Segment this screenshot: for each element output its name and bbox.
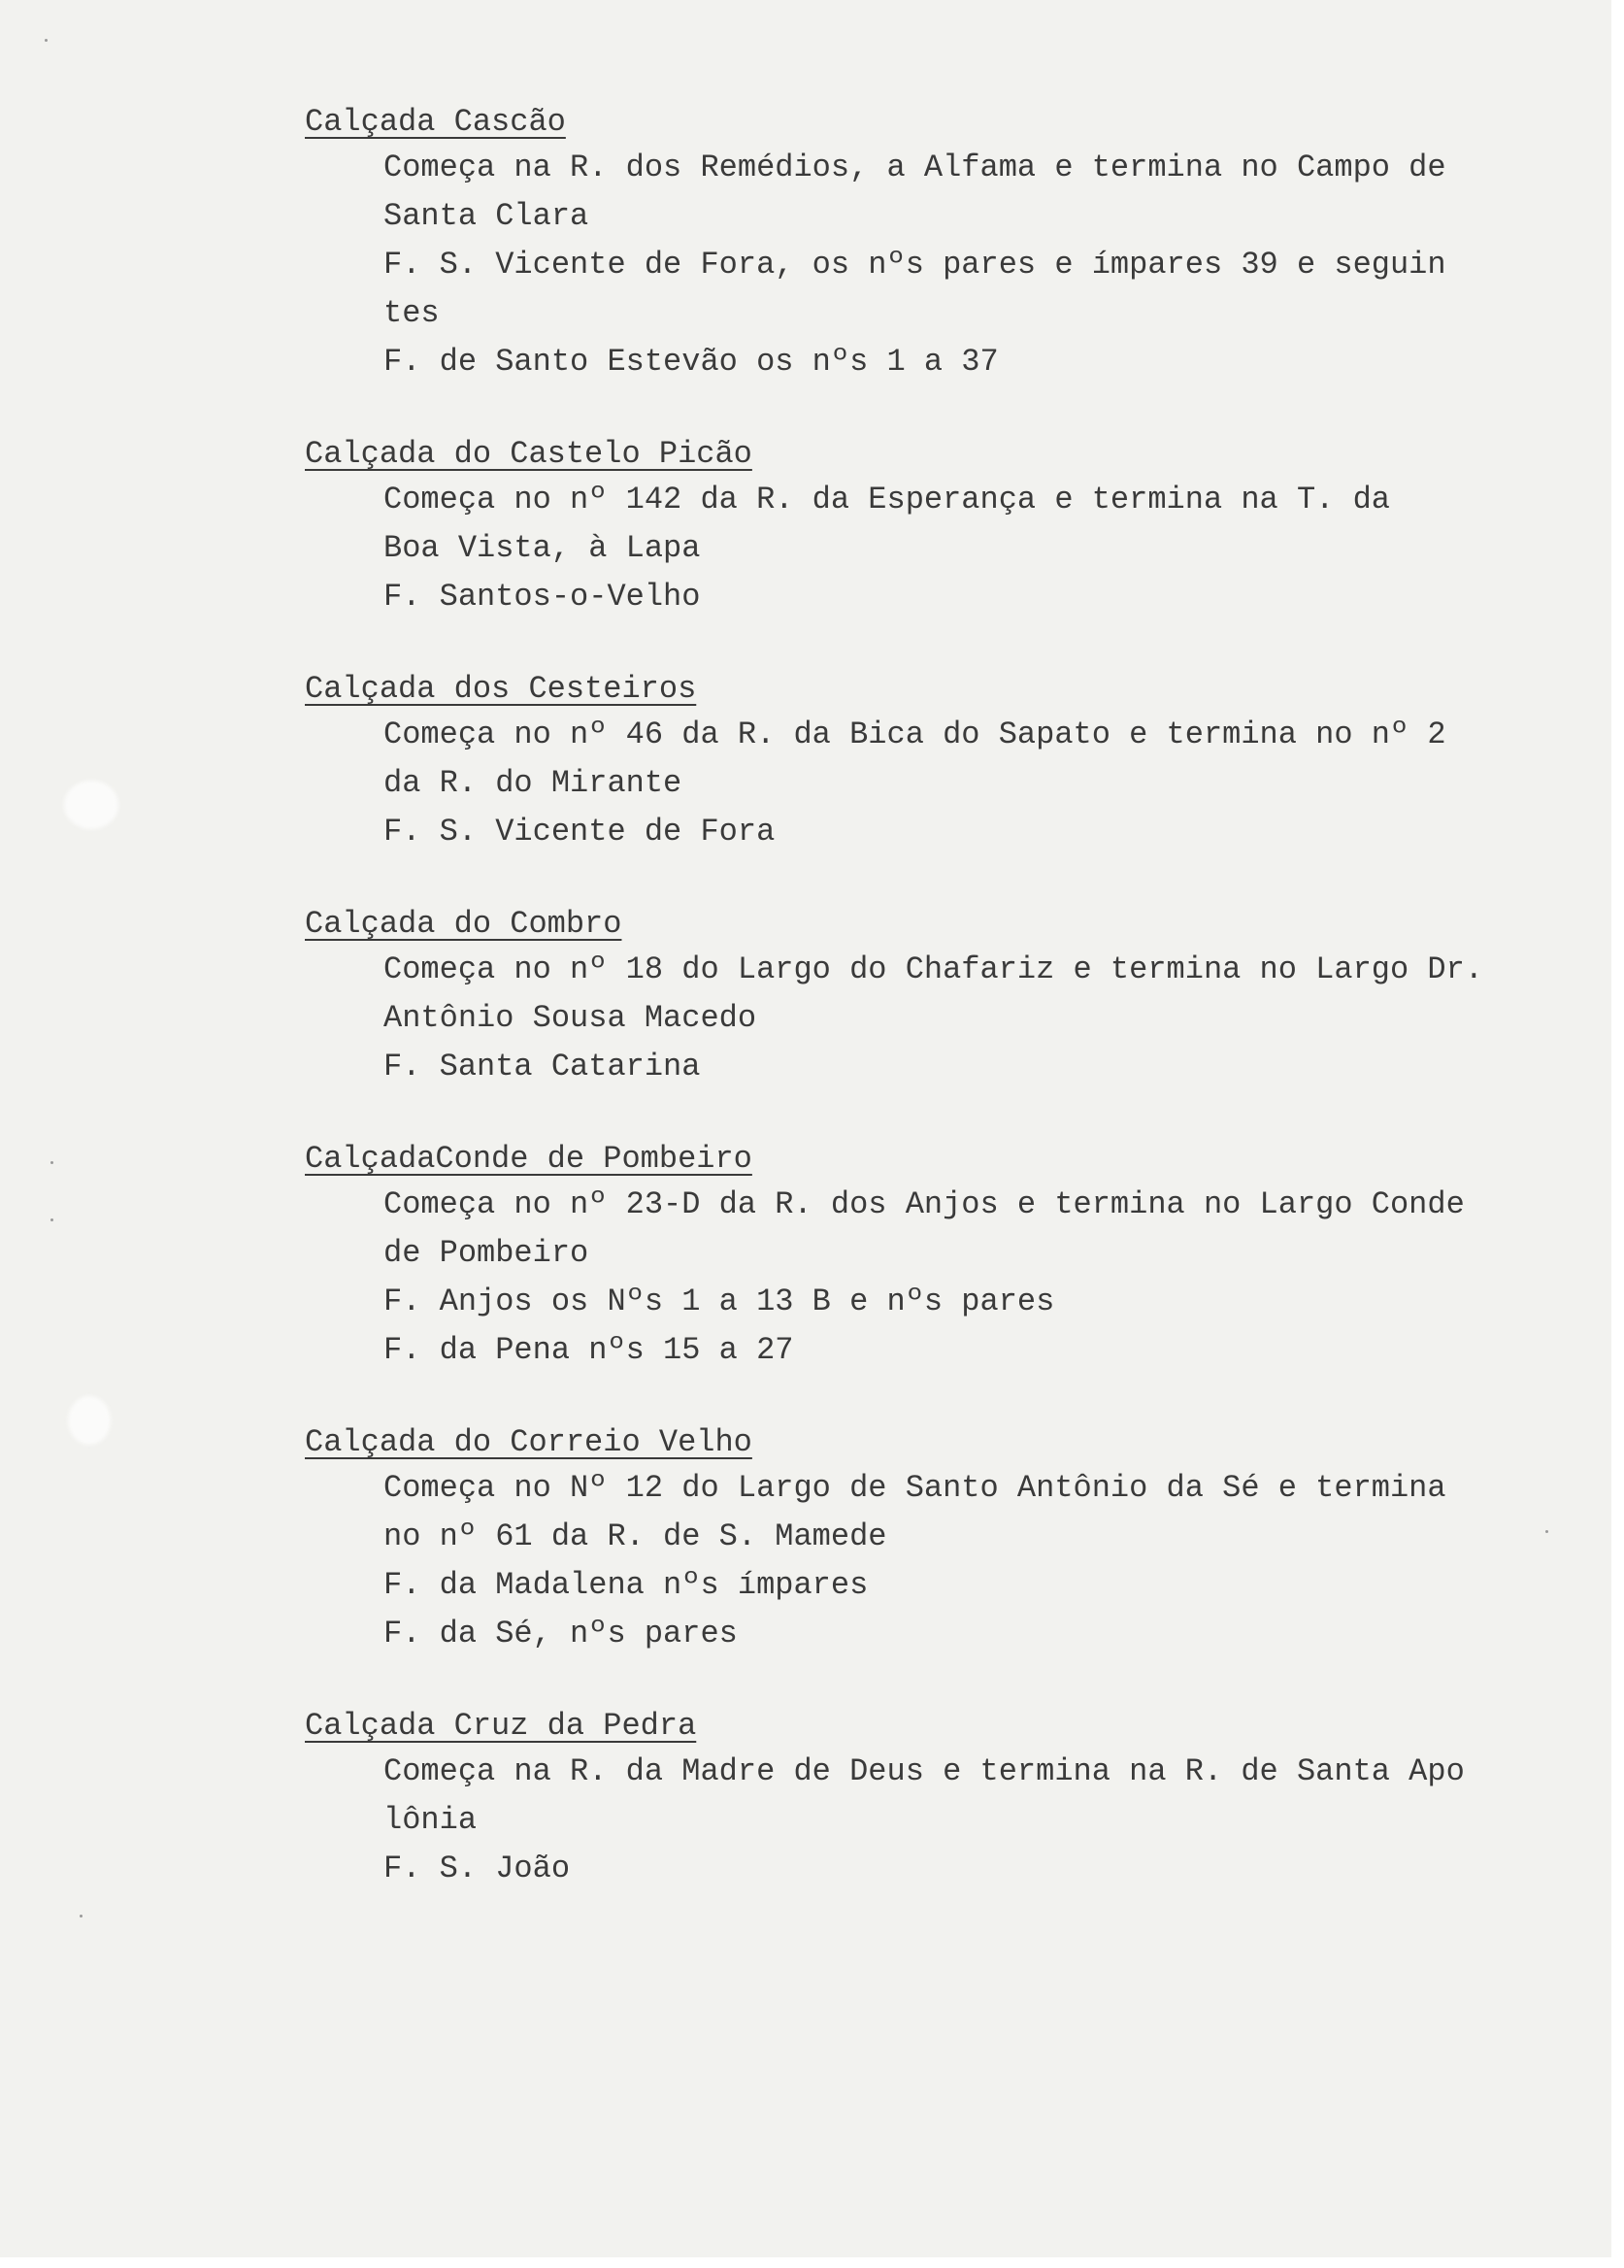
street-description-line: Começa na R. dos Remédios, a Alfama e termina no Campo de bbox=[383, 150, 1446, 185]
street-description-line: Começa no nº 23-D da R. dos Anjos e termina no Largo Conde bbox=[383, 1186, 1465, 1222]
street-description-line: Santa Clara bbox=[383, 198, 589, 234]
street-description-line: Boa Vista, à Lapa bbox=[383, 530, 701, 566]
parish-line: F. da Sé, nºs pares bbox=[383, 1616, 738, 1651]
parish-line: F. Anjos os Nºs 1 a 13 B e nºs pares bbox=[383, 1284, 1055, 1319]
punch-hole-upper bbox=[64, 781, 118, 829]
street-description-line: de Pombeiro bbox=[383, 1235, 589, 1271]
street-entry bbox=[305, 1705, 1567, 1893]
street-title: Calçada Cascão bbox=[305, 104, 566, 140]
street-description-line: Começa na R. da Madre de Deus e termina na R. de Santa Apo bbox=[383, 1753, 1465, 1789]
street-entry bbox=[305, 1421, 1567, 1658]
parish-line: F. Santos-o-Velho bbox=[383, 579, 701, 615]
street-description-line: Começa no nº 18 do Largo do Chafariz e termina no Largo Dr. bbox=[383, 951, 1483, 987]
street-list bbox=[305, 101, 1567, 1940]
scan-border-right bbox=[1611, 0, 1624, 2268]
street-entry bbox=[305, 1138, 1567, 1375]
street-entry bbox=[305, 433, 1567, 621]
street-description-line: Antônio Sousa Macedo bbox=[383, 1000, 757, 1036]
parish-line: F. S. João bbox=[383, 1851, 571, 1886]
street-title: Calçada Cruz da Pedra bbox=[305, 1708, 697, 1744]
street-title: Calçada do Correio Velho bbox=[305, 1424, 752, 1460]
parish-line: tes bbox=[383, 295, 440, 331]
street-description-line: Começa no Nº 12 do Largo de Santo Antônio da Sé e termina bbox=[383, 1470, 1446, 1506]
street-description-line: Começa no nº 142 da R. da Esperança e termina na T. da bbox=[383, 482, 1390, 517]
parish-line: F. da Pena nºs 15 a 27 bbox=[383, 1332, 794, 1368]
scan-speck bbox=[45, 39, 48, 42]
scan-speck bbox=[80, 1915, 83, 1918]
street-entry bbox=[305, 903, 1567, 1091]
parish-line: F. S. Vicente de Fora, os nºs pares e ímpares 39 e seguin bbox=[383, 247, 1446, 283]
street-description-line: da R. do Mirante bbox=[383, 765, 682, 801]
parish-line: F. de Santo Estevão os nºs 1 a 37 bbox=[383, 344, 999, 380]
street-description-line: no nº 61 da R. de S. Mamede bbox=[383, 1518, 887, 1554]
parish-line: F. S. Vicente de Fora bbox=[383, 814, 776, 850]
parish-line: F. da Madalena nºs ímpares bbox=[383, 1567, 869, 1603]
street-title: Calçada do Combro bbox=[305, 906, 622, 942]
punch-hole-lower bbox=[68, 1396, 111, 1445]
scan-border-bottom bbox=[0, 2257, 1624, 2268]
street-description-line: lônia bbox=[383, 1802, 478, 1838]
street-description-line: Começa no nº 46 da R. da Bica do Sapato e termina no nº 2 bbox=[383, 717, 1446, 752]
street-title: Calçada do Castelo Picão bbox=[305, 436, 752, 472]
street-title: Calçada dos Cesteiros bbox=[305, 671, 697, 707]
street-entry bbox=[305, 101, 1567, 386]
street-title: CalçadaConde de Pombeiro bbox=[305, 1141, 752, 1177]
street-entry bbox=[305, 668, 1567, 856]
parish-line: F. Santa Catarina bbox=[383, 1049, 701, 1084]
scan-speck bbox=[50, 1161, 53, 1164]
scan-speck bbox=[50, 1218, 53, 1221]
